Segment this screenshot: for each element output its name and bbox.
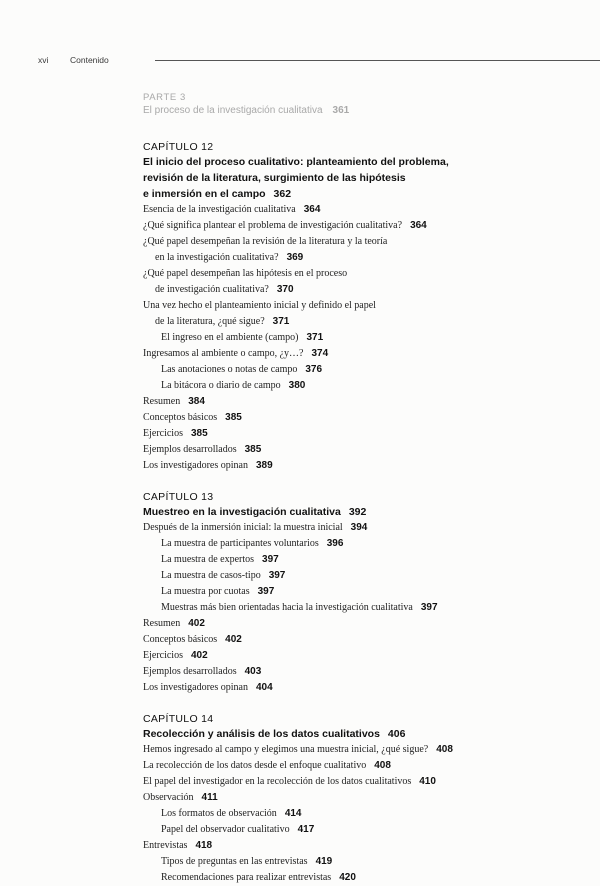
page-number: 392 <box>348 506 367 518</box>
toc-subentry[interactable]: Las anotaciones o notas de campo 376 <box>161 364 323 375</box>
toc-entry[interactable]: Ejemplos desarrollados 403 <box>143 666 262 677</box>
chapter-12 <box>143 140 593 474</box>
toc-subentry[interactable]: Muestras más bien orientadas hacia la investigación cualitativa 397 <box>161 602 438 613</box>
toc-entry[interactable]: Entrevistas 418 <box>143 840 213 851</box>
part-title: El proceso de la investigación cualitativa 361 <box>143 105 350 116</box>
toc-subentry[interactable]: La muestra por cuotas 397 <box>161 586 275 597</box>
page-number: 406 <box>387 728 406 740</box>
toc-subentry[interactable]: La muestra de expertos 397 <box>161 554 279 565</box>
chapter-13 <box>143 490 593 696</box>
page-number: 361 <box>332 105 350 116</box>
running-title: Contenido <box>70 55 109 65</box>
toc-subentry[interactable]: La muestra de casos-tipo 397 <box>161 570 286 581</box>
chapter-title: Muestreo en la investigación cualitativa 392 <box>143 506 367 518</box>
toc-entry[interactable]: ¿Qué papel desempeñan la revisión de la literatura y la teoría en la investigación cualitativa? 369 <box>143 236 388 263</box>
page-number: 362 <box>273 188 292 200</box>
toc-entry[interactable]: Los investigadores opinan 389 <box>143 460 273 471</box>
toc-entry[interactable]: Ejemplos desarrollados 385 <box>143 444 262 455</box>
toc-entry[interactable]: Ingresamos al ambiente o campo, ¿y…? 374 <box>143 348 329 359</box>
toc-entry[interactable]: Una vez hecho el planteamiento inicial y definido el papel de la literatura, ¿qué sigue? 371 <box>143 300 376 327</box>
part-heading <box>143 92 593 118</box>
chapter-label: CAPÍTULO 14 <box>143 713 214 725</box>
chapter-title: Recolección y análisis de los datos cualitativos 406 <box>143 728 406 740</box>
toc-subentry[interactable]: Los formatos de observación 414 <box>161 808 302 819</box>
toc-entry[interactable]: Esencia de la investigación cualitativa 364 <box>143 204 321 215</box>
chapter-title: El inicio del proceso cualitativo: planteamiento del problema, revisión de la literatura, surgimiento de las hipótesis e inmersión en el campo 362 <box>143 156 449 200</box>
toc-subentry[interactable]: Tipos de preguntas en las entrevistas 419 <box>161 856 333 867</box>
toc-entry[interactable]: Resumen 402 <box>143 618 205 629</box>
chapter-label: CAPÍTULO 12 <box>143 141 214 153</box>
toc-entry[interactable]: Conceptos básicos 385 <box>143 412 242 423</box>
header-rule <box>155 60 600 61</box>
toc-subentry[interactable]: Recomendaciones para realizar entrevistas 420 <box>161 872 356 883</box>
toc-entry[interactable]: Observación 411 <box>143 792 218 803</box>
toc-entry[interactable]: ¿Qué papel desempeñan las hipótesis en el proceso de investigación cualitativa? 370 <box>143 268 348 295</box>
chapter-14 <box>143 712 593 886</box>
toc-entry[interactable]: Resumen 384 <box>143 396 205 407</box>
toc-entry[interactable]: Ejercicios 402 <box>143 650 208 661</box>
part-label: PARTE 3 <box>143 92 186 103</box>
toc-entry[interactable]: La recolección de los datos desde el enfoque cualitativo 408 <box>143 760 391 771</box>
toc-entry[interactable]: El papel del investigador en la recolección de los datos cualitativos 410 <box>143 776 436 787</box>
page-header <box>38 52 586 68</box>
toc-entry[interactable]: Después de la inmersión inicial: la muestra inicial 394 <box>143 522 368 533</box>
toc-entry[interactable]: Hemos ingresado al campo y elegimos una muestra inicial, ¿qué sigue? 408 <box>143 744 453 755</box>
toc-entry[interactable]: Los investigadores opinan 404 <box>143 682 273 693</box>
chapter-label: CAPÍTULO 13 <box>143 491 214 503</box>
toc-subentry[interactable]: Papel del observador cualitativo 417 <box>161 824 315 835</box>
toc-subentry[interactable]: El ingreso en el ambiente (campo) 371 <box>161 332 324 343</box>
toc-subentry[interactable]: La bitácora o diario de campo 380 <box>161 380 306 391</box>
toc-entry[interactable]: Ejercicios 385 <box>143 428 208 439</box>
toc-entry[interactable]: Conceptos básicos 402 <box>143 634 242 645</box>
toc-subentry[interactable]: La muestra de participantes voluntarios 396 <box>161 538 344 549</box>
page-number: xvi <box>38 55 49 65</box>
table-of-contents <box>143 92 593 886</box>
toc-entry[interactable]: ¿Qué significa plantear el problema de investigación cualitativa? 364 <box>143 220 427 231</box>
